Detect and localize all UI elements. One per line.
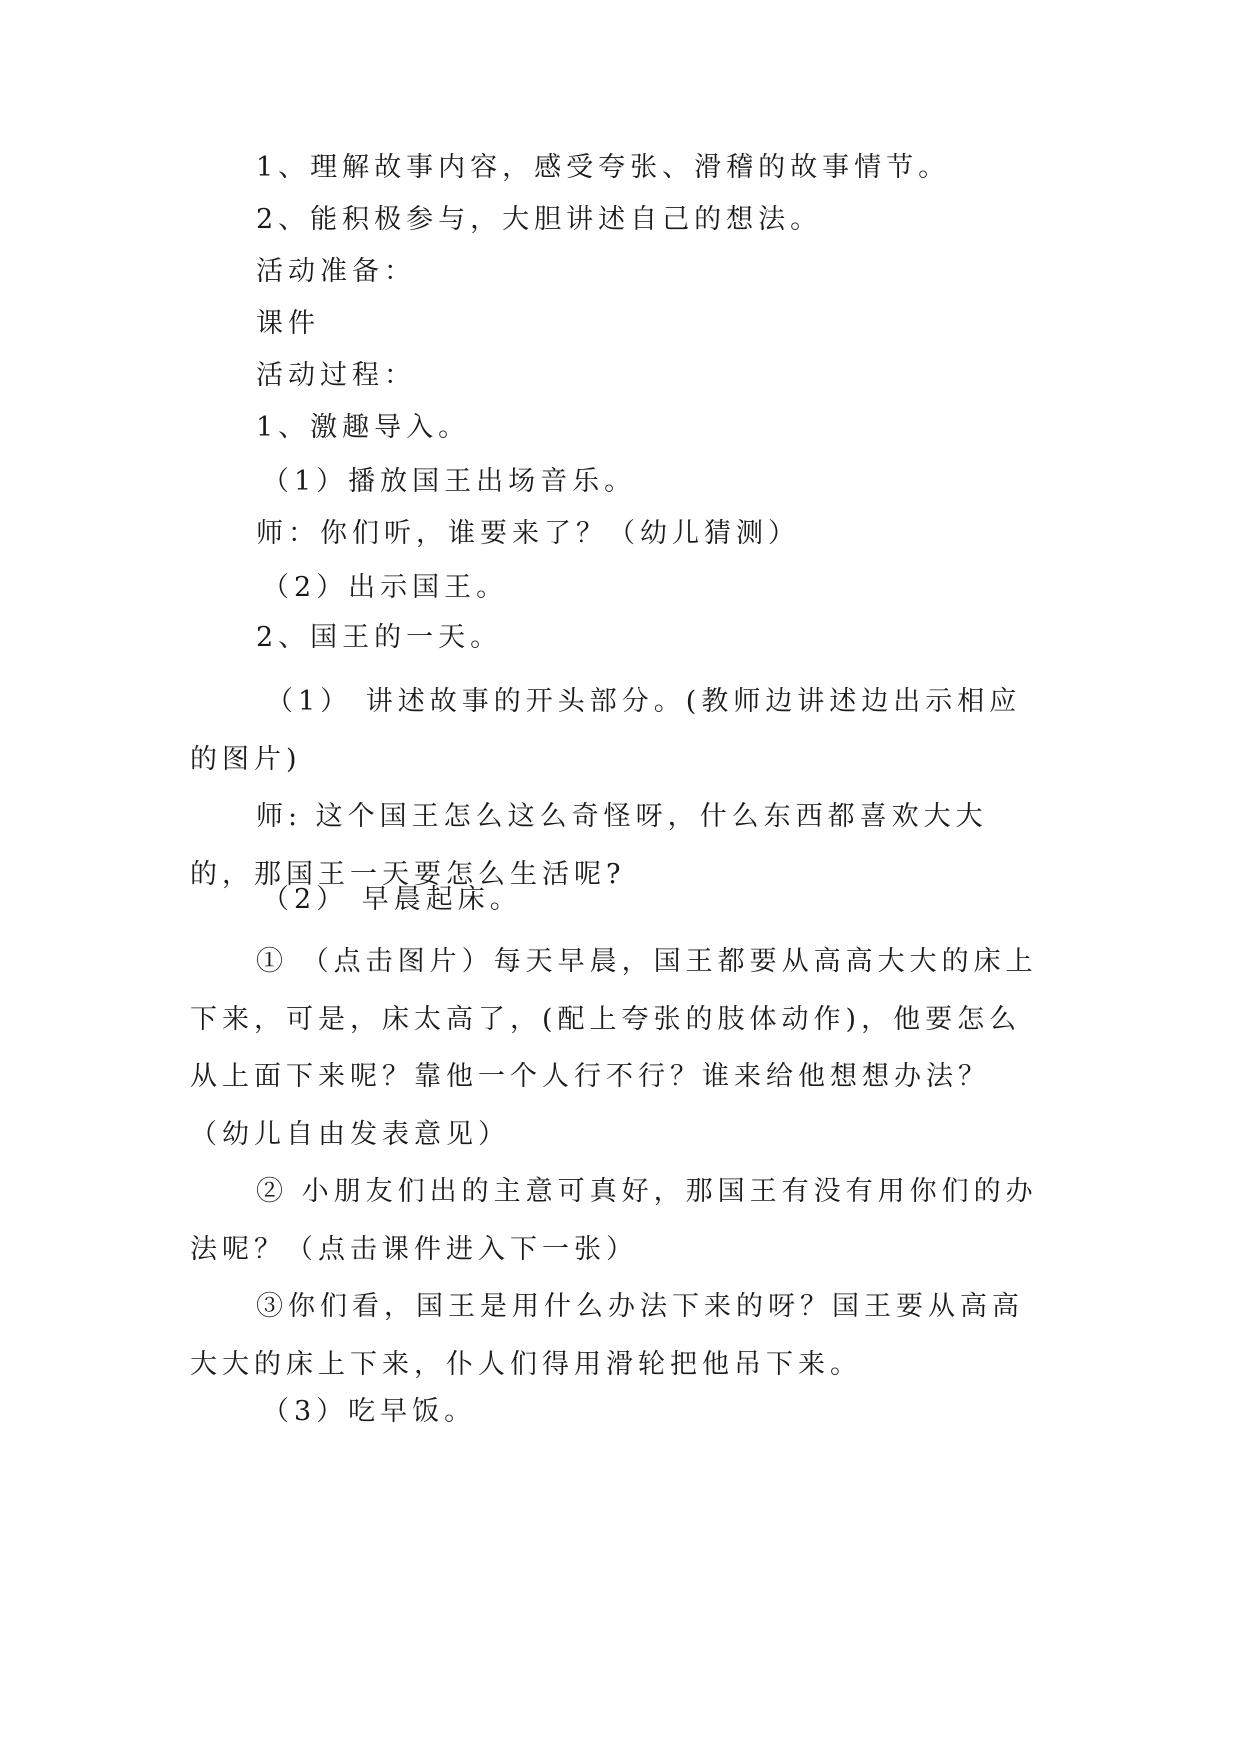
step-1-2: （2）出示国王。 [262, 572, 509, 603]
objective-2: 2、能积极参与，大胆讲述自己的想法。 [256, 204, 823, 235]
preparation-item: 课件 [256, 308, 320, 339]
step-1-1: （1）播放国王出场音乐。 [262, 466, 637, 497]
step-2-1: （1） 讲述故事的开头部分。(教师边讲述边出示相应的图片) [190, 686, 1022, 775]
step-2-3: （3）吃早饭。 [262, 1396, 477, 1427]
step-2-2-item-b: ② 小朋友们出的主意可真好，那国王有没有用你们的办法呢？（点击课件进入下一张） [190, 1176, 1038, 1265]
preparation-heading: 活动准备： [256, 256, 416, 287]
step-2-heading: 2、国王的一天。 [256, 622, 503, 653]
step-1-heading: 1、激趣导入。 [256, 412, 471, 443]
objective-1: 1、理解故事内容，感受夸张、滑稽的故事情节。 [256, 152, 951, 183]
teacher-line-1: 师：你们听，谁要来了？（幼儿猜测） [256, 518, 800, 549]
step-2-2: （2） 早晨起床。 [262, 884, 522, 915]
process-heading: 活动过程： [256, 360, 416, 391]
teacher-line-2: 师: 这个国王怎么这么奇怪呀，什么东西都喜欢大大的，那国王一天要怎么生活呢? [190, 801, 988, 890]
step-2-2-item-a: ① （点击图片）每天早晨，国王都要从高高大大的床上下来，可是，床太高了，(配上夸张的肢体动作)，他要怎么从上面下来呢？靠他一个人行不行？谁来给他想想办法？（幼儿自由发表意见） [190, 946, 1038, 1150]
step-2-2-item-c: ③你们看，国王是用什么办法下来的呀？国王要从高高大大的床上下来，仆人们得用滑轮把他吊下来。 [190, 1291, 1024, 1380]
